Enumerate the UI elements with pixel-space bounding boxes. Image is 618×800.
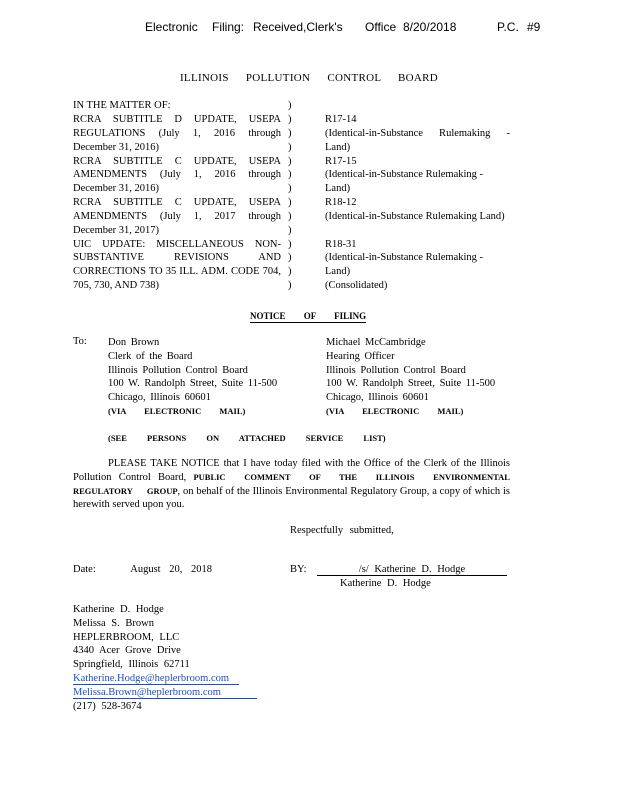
board-title: ILLINOIS POLLUTION CONTROL BOARD <box>179 72 439 84</box>
respectfully-submitted: Respectfully submitted, <box>290 525 394 536</box>
recipient-street: 100 W. Randolph Street, Suite 11-500 <box>108 378 278 390</box>
header-office: Office <box>365 20 397 34</box>
caption-row <box>73 238 513 294</box>
body-text: , on behalf of the Illinois Environmental Regulatory Group, a copy of which is herewith served upon you. <box>73 485 510 511</box>
caption-left: RCRA SUBTITLE C UPDATE, USEPA AMENDMENTS (July 1, 2016 through December 31, 2016) <box>73 155 281 195</box>
recipient-city: Chicago, Illinois 60601 <box>326 392 429 404</box>
body-document-title: PUBLIC COMMENT OF THE ILLINOIS ENVIRONMENTAL REGULATORY GROUP <box>73 471 510 496</box>
header-received: Received,Clerk's <box>253 20 343 34</box>
date-label: Date: <box>73 564 96 575</box>
signature-line: /s/ Katherine D. Hodge <box>317 564 507 576</box>
caption-right <box>325 113 510 154</box>
firm-phone: (217) 528-3674 <box>73 700 142 712</box>
caption-row <box>73 99 513 113</box>
to-label: To: <box>73 336 87 347</box>
firm-name: HEPLERBROOM, LLC <box>73 631 180 643</box>
docket-number: R18-12 <box>325 197 357 208</box>
firm-city: Springfield, Illinois 62711 <box>73 659 190 671</box>
date-value: August 20, 2018 <box>130 564 212 575</box>
recipient-title: Clerk of the Board <box>108 350 193 362</box>
caption-paren: ) ) ) <box>288 114 292 153</box>
recipient-org: Illinois Pollution Control Board <box>326 364 466 376</box>
caption-left: RCRA SUBTITLE C UPDATE, USEPA AMENDMENTS (July 1, 2017 through December 31, 2017) <box>73 197 281 236</box>
notice-body <box>73 457 510 512</box>
caption-row <box>73 196 513 238</box>
in-the-matter: IN THE MATTER OF: <box>73 100 171 111</box>
consolidated-note: (Consolidated) <box>325 279 388 291</box>
recipient-name: Don Brown <box>108 337 160 348</box>
recipient-hearing-officer <box>326 336 495 419</box>
firm-street: 4340 Acer Grove Drive <box>73 645 181 657</box>
date-line <box>73 564 212 575</box>
docket-desc: (Identical-in-Substance Rulemaking - Land) <box>325 169 484 195</box>
header-date: 8/20/2018 <box>403 20 457 34</box>
recipient-city: Chicago, Illinois 60601 <box>108 392 211 404</box>
by-label: BY: <box>290 564 307 575</box>
attorney-line: Melissa S. Brown <box>73 617 154 629</box>
recipient-clerk <box>108 336 277 419</box>
caption-paren: ) <box>288 100 292 111</box>
caption-paren: ) ) ) <box>288 197 292 236</box>
header-pc: P.C. <box>497 20 519 34</box>
docket-desc: (Identical-in-Substance Rulemaking - Land) <box>325 127 510 153</box>
recipient-title: Hearing Officer <box>326 350 395 362</box>
docket-number: R17-14 <box>325 114 357 125</box>
recipient-street: 100 W. Randolph Street, Suite 11-500 <box>326 378 496 390</box>
email-link-brown[interactable]: Melissa.Brown@heplerbroom.com <box>73 687 257 699</box>
notice-of-filing-heading: NOTICE OF FILING <box>250 311 367 321</box>
case-caption <box>73 99 513 294</box>
signer-name: Katherine D. Hodge <box>340 578 431 589</box>
see-service-list: (SEE PERSONS ON ATTACHED SERVICE LIST) <box>108 433 386 443</box>
docket-desc: (Identical-in-Substance Rulemaking - Land) <box>325 252 484 278</box>
caption-paren: ) ) ) ) <box>288 238 292 291</box>
caption-right <box>325 238 510 293</box>
docket-number: R17-15 <box>325 155 357 167</box>
docket-number: R18-31 <box>325 238 357 250</box>
caption-right <box>325 155 510 196</box>
caption-paren: ) ) ) <box>288 155 292 195</box>
recipient-via: (VIA ELECTRONIC MAIL) <box>108 405 246 416</box>
header-filing: Filing: <box>212 20 245 34</box>
header-electronic: Electronic <box>145 20 198 34</box>
header-pc-number: #9 <box>527 20 541 34</box>
recipient-via: (VIA ELECTRONIC MAIL) <box>326 405 464 416</box>
attorney-line: Katherine D. Hodge <box>73 604 164 615</box>
recipient-name: Michael McCambridge <box>326 337 426 348</box>
attorney-block <box>73 603 257 713</box>
caption-right <box>325 196 510 224</box>
caption-row <box>73 155 513 197</box>
docket-desc: (Identical-in-Substance Rulemaking Land) <box>325 210 505 222</box>
caption-left: RCRA SUBTITLE D UPDATE, USEPA REGULATIONS (July 1, 2016 through December 31, 2016) <box>73 114 281 153</box>
body-text: PLEASE TAKE NOTICE that I have today filed with the Office of the Clerk of the Illinois Pollution Control Board, <box>73 458 510 483</box>
caption-left: UIC UPDATE: MISCELLANEOUS NON-SUBSTANTIVE REVISIONS AND CORRECTIONS TO 35 ILL. ADM. CODE 704, 705, 730, AND 738) <box>73 238 281 291</box>
email-link-hodge[interactable]: Katherine.Hodge@heplerbroom.com <box>73 673 239 685</box>
caption-row <box>73 113 513 155</box>
recipient-org: Illinois Pollution Control Board <box>108 364 248 376</box>
